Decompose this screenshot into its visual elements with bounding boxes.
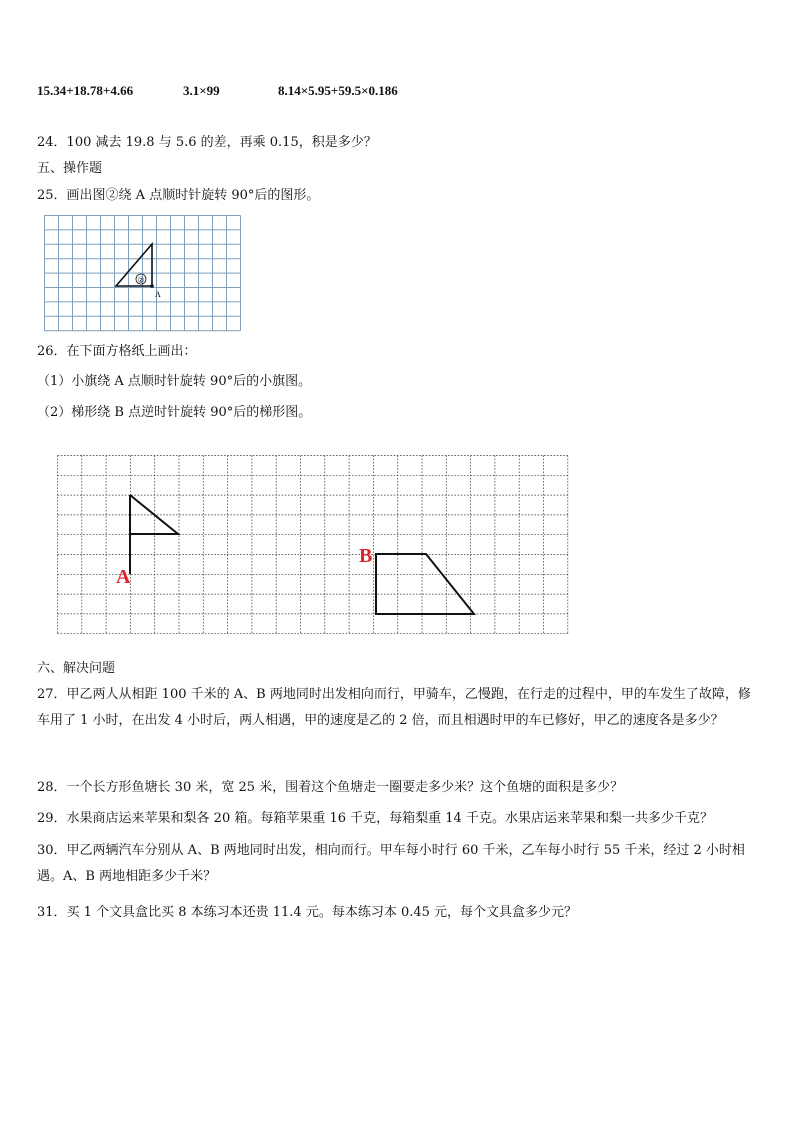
question-27: 27．甲乙两人从相距 100 千米的 A、B 两地同时出发相向而行，甲骑车，乙慢跑，在行走的过程中，甲的车发生了故障，修车用了 1 小时，在出发 4 小时后，两人相遇，甲的速度是乙的 2 倍，而且相遇时甲的车已修好，甲乙的速度各是多少？ bbox=[37, 687, 751, 728]
q26-grid-figure bbox=[57, 455, 569, 635]
q25-triangle-shape bbox=[116, 244, 152, 286]
q25-grid-lines bbox=[45, 216, 241, 331]
question-25: 25．画出图②绕 A 点顺时针旋转 90°后的图形。 bbox=[37, 188, 320, 203]
question-28: 28．一个长方形鱼塘长 30 米，宽 25 米，围着这个鱼塘走一圈要走多少米？这个鱼塘的面积是多少？ bbox=[37, 780, 624, 795]
question-30: 30．甲乙两辆汽车分别从 A、B 两地同时出发，相向而行。甲车每小时行 60 千米，乙车每小时行 55 千米，经过 2 小时相遇。A、B 两地相距多少千米？ bbox=[37, 843, 745, 884]
q26-flag-shape bbox=[130, 495, 178, 574]
q26-grid-lines bbox=[58, 456, 568, 634]
q26-trapezoid-shape bbox=[376, 554, 474, 614]
question-24: 24．100 减去 19.8 与 5.6 的差，再乘 0.15，积是多少？ bbox=[37, 135, 377, 150]
calc-expression-3: 8.14×5.95+59.5×0.186 bbox=[278, 83, 398, 98]
calc-expression-2: 3.1×99 bbox=[183, 83, 220, 98]
q25-shape-label: ② bbox=[137, 275, 145, 285]
section-title-problems: 六、解决问题 bbox=[37, 661, 116, 676]
q26-label-b: B bbox=[359, 545, 373, 567]
q26-label-a: A bbox=[116, 566, 131, 588]
question-26: 26．在下面方格纸上画出： bbox=[37, 344, 197, 359]
question-31: 31．买 1 个文具盒比买 8 本练习本还贵 11.4 元。每本练习本 0.45 元，每个文具盒多少元？ bbox=[37, 905, 578, 920]
q25-point-a bbox=[150, 284, 154, 288]
question-26-part-1: （1）小旗绕 A 点顺时针旋转 90°后的小旗图。 bbox=[37, 374, 312, 389]
question-26-part-2: （2）梯形绕 B 点逆时针旋转 90°后的梯形图。 bbox=[37, 405, 312, 420]
calc-expression-1: 15.34+18.78+4.66 bbox=[37, 83, 134, 98]
section-title-operations: 五、操作题 bbox=[37, 161, 103, 176]
question-29: 29．水果商店运来苹果和梨各 20 箱。每箱苹果重 16 千克，每箱梨重 14 千克。水果店运来苹果和梨一共多少千克？ bbox=[37, 811, 713, 826]
q25-grid-figure bbox=[44, 215, 241, 332]
q25-point-a-label: A bbox=[155, 290, 161, 299]
